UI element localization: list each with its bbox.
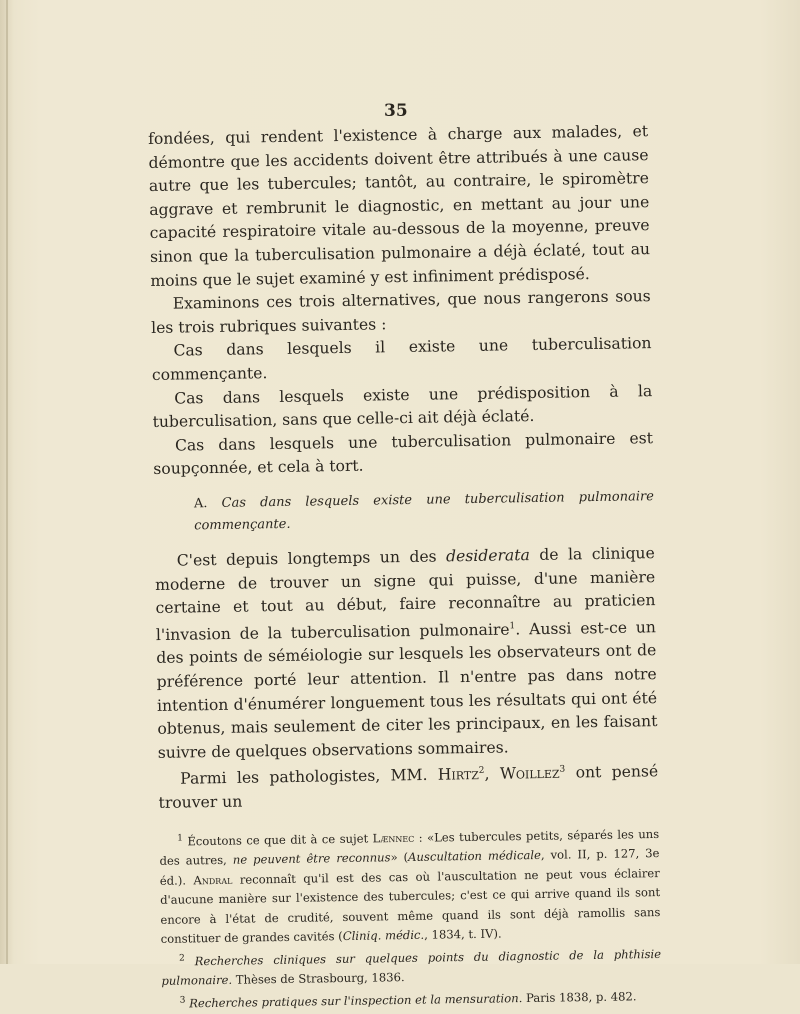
paragraph-6-part-b: de la clinique moderne de trouver un signe qui puisse, d'une manière certaine et tout au début, faire reconnaître au praticien l'invasion de la tuberculisation pulmonaire <box>155 544 656 644</box>
footnote-1-part-e: reconnaît qu'il est des cas où l'auscultation ne peut vous éclairer d'aucune manière sur l'existence des tubercules; c'est ce qui arrive quand ils sont encore à l'état de crudité, souvent même quand ils sont déjà ramollis sans constituer de grandes cavités ( <box>160 865 661 947</box>
paragraph-2: Examinons ces trois alternatives, que nous rangerons sous les trois rubriques suivantes : <box>150 287 651 337</box>
footnote-2-number: 2 <box>178 953 185 964</box>
footnote-ref-1: 1 <box>509 620 516 632</box>
body-text <box>148 120 662 1014</box>
footnote-1-part-d: , vol. II, p. 127, 3e éd.). <box>159 846 660 888</box>
footnote-ref-3: 3 <box>559 764 566 776</box>
footnote-1-work: Auscultation médicale <box>408 848 542 865</box>
page-binding-edge <box>6 0 8 964</box>
footnote-ref-2: 2 <box>478 766 485 777</box>
footnote-2-title: Recherches cliniques sur quelques points du diagnostic de la phthisie pulmonaire. <box>161 946 662 988</box>
footnote-1-part-b: : «Les tubercules petits, séparés les uns des autres, <box>159 826 660 869</box>
section-letter: A. <box>193 496 208 512</box>
paragraph-7 <box>158 758 659 816</box>
author-laennec: Lænnec <box>372 830 415 846</box>
footnote-1-part-c: » ( <box>390 850 409 865</box>
paragraph-1: fondées, qui rendent l'existence à charge aux malades, et démontre que les accidents doivent être attribués à une cause autre que les tubercules; tantôt, au contraire, le spiromètre aggrave et rembrunit le diagnostic, en mettant au jour une capacité respiratoire vitale au-dessous de la moyenne, preuve sinon que la tuberculisation pulmonaire a déjà éclaté, tout au moins que le sujet examiné y est infiniment prédisposé. <box>148 122 651 290</box>
paragraph-7-part-b: ont pensé trouver un <box>158 762 659 813</box>
author-hirtz: Hirtz <box>437 765 479 785</box>
paragraph-6-emphasis: desiderata <box>445 545 530 566</box>
footnotes <box>159 822 662 1014</box>
footnote-1-quote: ne peuvent être reconnus <box>232 850 391 867</box>
page-number: 35 <box>384 101 408 121</box>
paragraph-7-part-a: Parmi les pathologistes, MM. <box>180 766 438 789</box>
paragraph-4: Cas dans lesquels existe une prédisposition à la tuberculisation, sans que celle-ci ait déjà éclaté. <box>152 381 653 432</box>
footnote-3-number: 3 <box>179 995 186 1006</box>
paragraph-7-separator: , <box>484 765 501 784</box>
paragraph-5: Cas dans lesquels une tuberculisation pulmonaire est soupçonnée, et cela à tort. <box>153 428 654 479</box>
paragraph-6 <box>155 542 658 765</box>
section-title: Cas dans lesquels existe une tuberculisation pulmonaire commençante. <box>194 489 654 534</box>
footnote-2-source: Thèses de Strasbourg, 1836. <box>232 970 405 987</box>
paragraph-3: Cas dans lesquels il existe une tuberculisation commençante. <box>151 334 652 384</box>
paragraph-6-part-c: . Aussi est-ce un des points de séméiologie sur lesquels les observateurs ont de préférence porté leur attention. Il n'entre pas dans notre intention d'énumérer longuement tous les résultats qui ont été obtenus, mais seulement de citer les principaux, en les faisant suivre de quelques observations sommaires. <box>156 617 658 762</box>
footnote-3-title: Recherches pratiques sur l'inspection et la mensuration. <box>185 990 523 1010</box>
author-woillez: Woillez <box>499 764 560 784</box>
footnote-1-work-2: Cliniq. médic. <box>342 927 425 944</box>
author-andral: Andral <box>193 872 233 888</box>
footnote-1-number: 1 <box>177 833 183 844</box>
section-heading <box>154 486 655 538</box>
footnote-1-part-a: Écoutons ce que dit à ce sujet <box>182 831 373 849</box>
footnote-3-source: Paris 1838, p. 482. <box>522 988 637 1005</box>
paragraph-6-part-a: C'est depuis longtemps un des <box>176 547 447 570</box>
footnote-1-part-f: , 1834, t. IV). <box>424 926 502 942</box>
footnote-1 <box>159 822 661 950</box>
